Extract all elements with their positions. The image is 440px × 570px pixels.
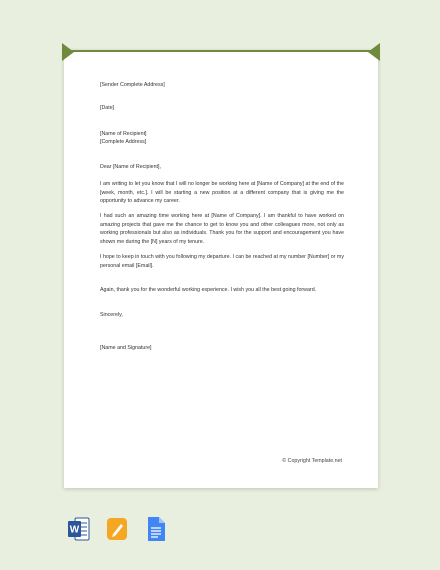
paragraph-3: I hope to keep in touch with you following my departure. I can be reached at my number [Number] or my personal email [Email]. <box>100 254 344 269</box>
copyright-notice: © Copyright Template.net <box>282 458 342 464</box>
pages-icon[interactable] <box>106 516 128 542</box>
recipient-address: [Complete Address] <box>100 139 147 145</box>
sender-address: [Sender Complete Address] <box>100 82 165 88</box>
paragraph-1: I am writing to let you know that I will no longer be working here at [Name of Company] at the end of the [week, month, etc.]. I will be starting a new position at a different company that is giving me the opportunity to advance my career. <box>100 181 344 204</box>
closing: Sincerely, <box>100 312 123 318</box>
header-left-arrow <box>62 43 74 61</box>
google-docs-icon[interactable] <box>146 516 166 542</box>
header-right-arrow <box>368 43 380 61</box>
paragraph-4: Again, thank you for the wonderful working experience. I wish you all the best going forward. <box>100 287 317 293</box>
signature-line: [Name and Signature] <box>100 345 152 351</box>
word-icon[interactable] <box>68 516 90 542</box>
salutation: Dear [Name of Recipient], <box>100 164 161 170</box>
word-icon-letter: W <box>69 524 80 536</box>
document-page <box>64 50 378 488</box>
recipient-name: [Name of Recipient] <box>100 131 147 137</box>
header-rule <box>70 50 372 52</box>
paragraph-2: I had such an amazing time working here at [Name of Company]. I am thankful to have worked on amazing projects that gave me the chance to get to know you and other colleagues more, not only as working professionals but also as individuals. Thank you for the support and encouragement you have shown me during the [N] years of my tenure. <box>100 213 344 245</box>
letter-date: [Date] <box>100 105 115 111</box>
